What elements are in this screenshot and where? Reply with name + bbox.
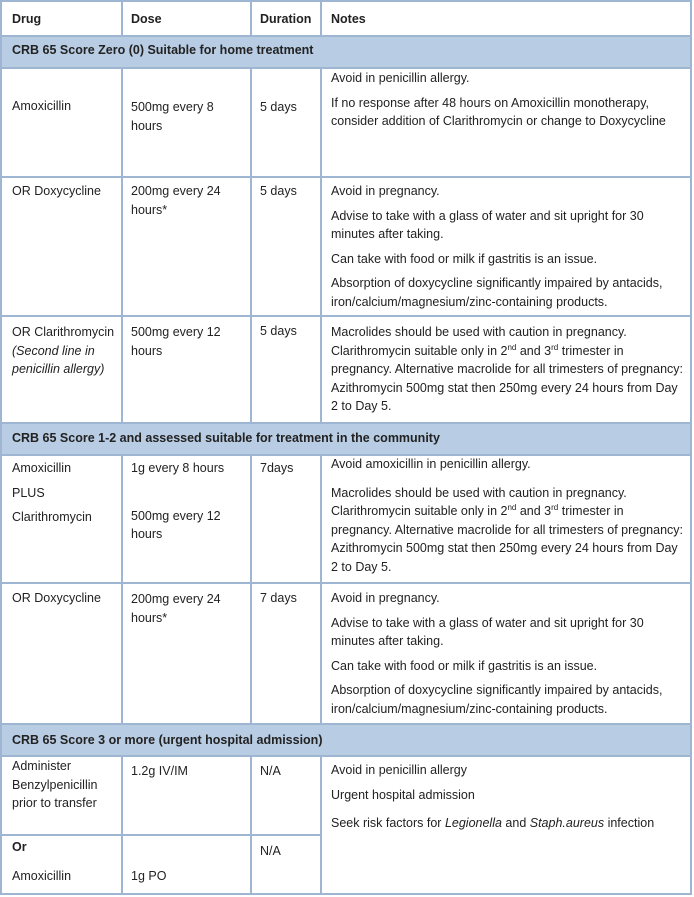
section-row-crb-1-2 [2,424,690,454]
header-notes: Notes [331,12,366,26]
note: Avoid in pregnancy. [331,184,440,198]
row-benzylpenicillin-drug: Administer Benzylpenicillin prior to transfer [12,759,98,810]
col-divider [250,67,252,424]
row-doxycycline-duration: 5 days [260,184,297,198]
row-amoxicillin-po-dose: 1g PO [131,869,167,883]
note: Can take with food or milk if gastritis is an issue. [331,251,598,266]
row-amoxicillin-po-duration: N/A [260,844,281,858]
row-benzylpenicillin-duration: N/A [260,764,281,778]
row-doxycycline-drug: OR Doxycycline [12,184,101,198]
col-divider [121,755,123,895]
row-doxycycline-2-duration: 7 days [260,591,297,605]
row-doxycycline-2-dose: 200mg every 24 hours* [131,592,221,625]
header-drug: Drug [12,12,42,26]
row-doxycycline-notes [331,182,685,311]
col-divider [250,0,252,37]
row-divider [0,755,692,757]
row-doxycycline-2-drug: OR Doxycycline [12,591,101,605]
row-divider [0,67,692,69]
header-duration: Duration [260,12,312,26]
row-amoxicillin-drug: Amoxicillin [12,99,72,113]
section-title: CRB 65 Score 1-2 and assessed suitable for treatment in the community [12,431,440,445]
row-clarithromycin-drug [12,323,117,379]
drug-name: OR Clarithromycin [12,325,115,339]
row-amoxicillin-dose: 500mg every 8 hours [131,100,214,133]
section-title: CRB 65 Score 3 or more (urgent hospital admission) [12,733,323,747]
row-divider [0,176,692,178]
col-divider [320,454,322,725]
row-amoxicillin-notes [331,69,685,131]
section-title: CRB 65 Score Zero (0) Suitable for home treatment [12,43,314,57]
col-divider [250,454,252,725]
col-divider [320,67,322,424]
table-border [0,893,692,895]
row-amox-plus-clari-duration: 7days [260,461,294,475]
col-divider [121,0,123,37]
row-divider [0,422,692,424]
row-amoxicillin-po-drug: Or Amoxicillin [12,840,72,883]
table-border [690,0,692,895]
row-amox-plus-clari-dose: 1g every 8 hours 500mg every 12 hours [131,461,225,541]
row-clarithromycin-duration: 5 days [260,324,297,338]
row-benzylpenicillin-notes: Avoid in penicillin allergy Urgent hospital admission Seek risk factors for Legionella and Staph.aureus infection [331,763,655,830]
header-dose: Dose [131,12,162,26]
row-clarithromycin-notes: Macrolides should be used with caution in pregnancy. Clarithromycin suitable only in 2nd and 3rd trimester in pregnancy. Alternative macrolide for all trimesters of pregnancy: Azithromycin 500mg stat then 250mg every 24 hours from Day 2 to Day 5. [331,325,684,413]
note: Advise to take with a glass of water and sit upright for 30 minutes after taking. [331,208,644,241]
note: If no response after 48 hours on Amoxicillin monotherapy, consider addition of Clarithromycin or change to Doxycycline [331,95,666,128]
row-doxycycline-2-notes: Avoid in pregnancy. Advise to take with a glass of water and sit upright for 30 minutes after taking. Can take with food or milk if gastritis is an issue. Absorption of doxycycline significantly impaired by antacids, iron/calcium/magnesium/zinc-containing products. [331,591,663,716]
col-divider [320,755,322,895]
row-benzylpenicillin-dose: 1.2g IV/IM [131,764,188,778]
row-amox-plus-clari-drug: Amoxicillin PLUS Clarithromycin [12,461,92,524]
row-divider [0,454,692,456]
row-clarithromycin-dose: 500mg every 12 hours [131,325,221,358]
note: Absorption of doxycycline significantly impaired by antacids, iron/calcium/magnesium/zinc-containing products. [331,276,663,309]
col-divider [121,67,123,424]
table-border [0,0,2,895]
col-divider [121,454,123,725]
col-divider [320,0,322,37]
row-divider [0,723,692,725]
row-divider [0,35,692,37]
row-amoxicillin-duration: 5 days [260,100,297,114]
row-divider [0,315,692,317]
row-divider [0,834,322,836]
col-divider [250,755,252,895]
section-row-crb-zero [2,37,690,67]
row-divider [0,582,692,584]
note: Avoid in penicillin allergy. [331,71,470,85]
table-border [0,0,692,2]
row-amox-plus-clari-notes: Avoid amoxicillin in penicillin allergy. Macrolides should be used with caution in pregnancy. Clarithromycin suitable only in 2nd and 3rd trimester in pregnancy. Alternative macrolide for all trimesters of pregnancy: Azithromycin 500mg stat then 250mg every 24 hours from Day 2 to Day 5. [331,457,684,574]
section-row-crb-3 [2,725,690,755]
drug-note: (Second line in penicillin allergy) [12,343,105,376]
row-doxycycline-dose: 200mg every 24 hours* [131,184,221,217]
